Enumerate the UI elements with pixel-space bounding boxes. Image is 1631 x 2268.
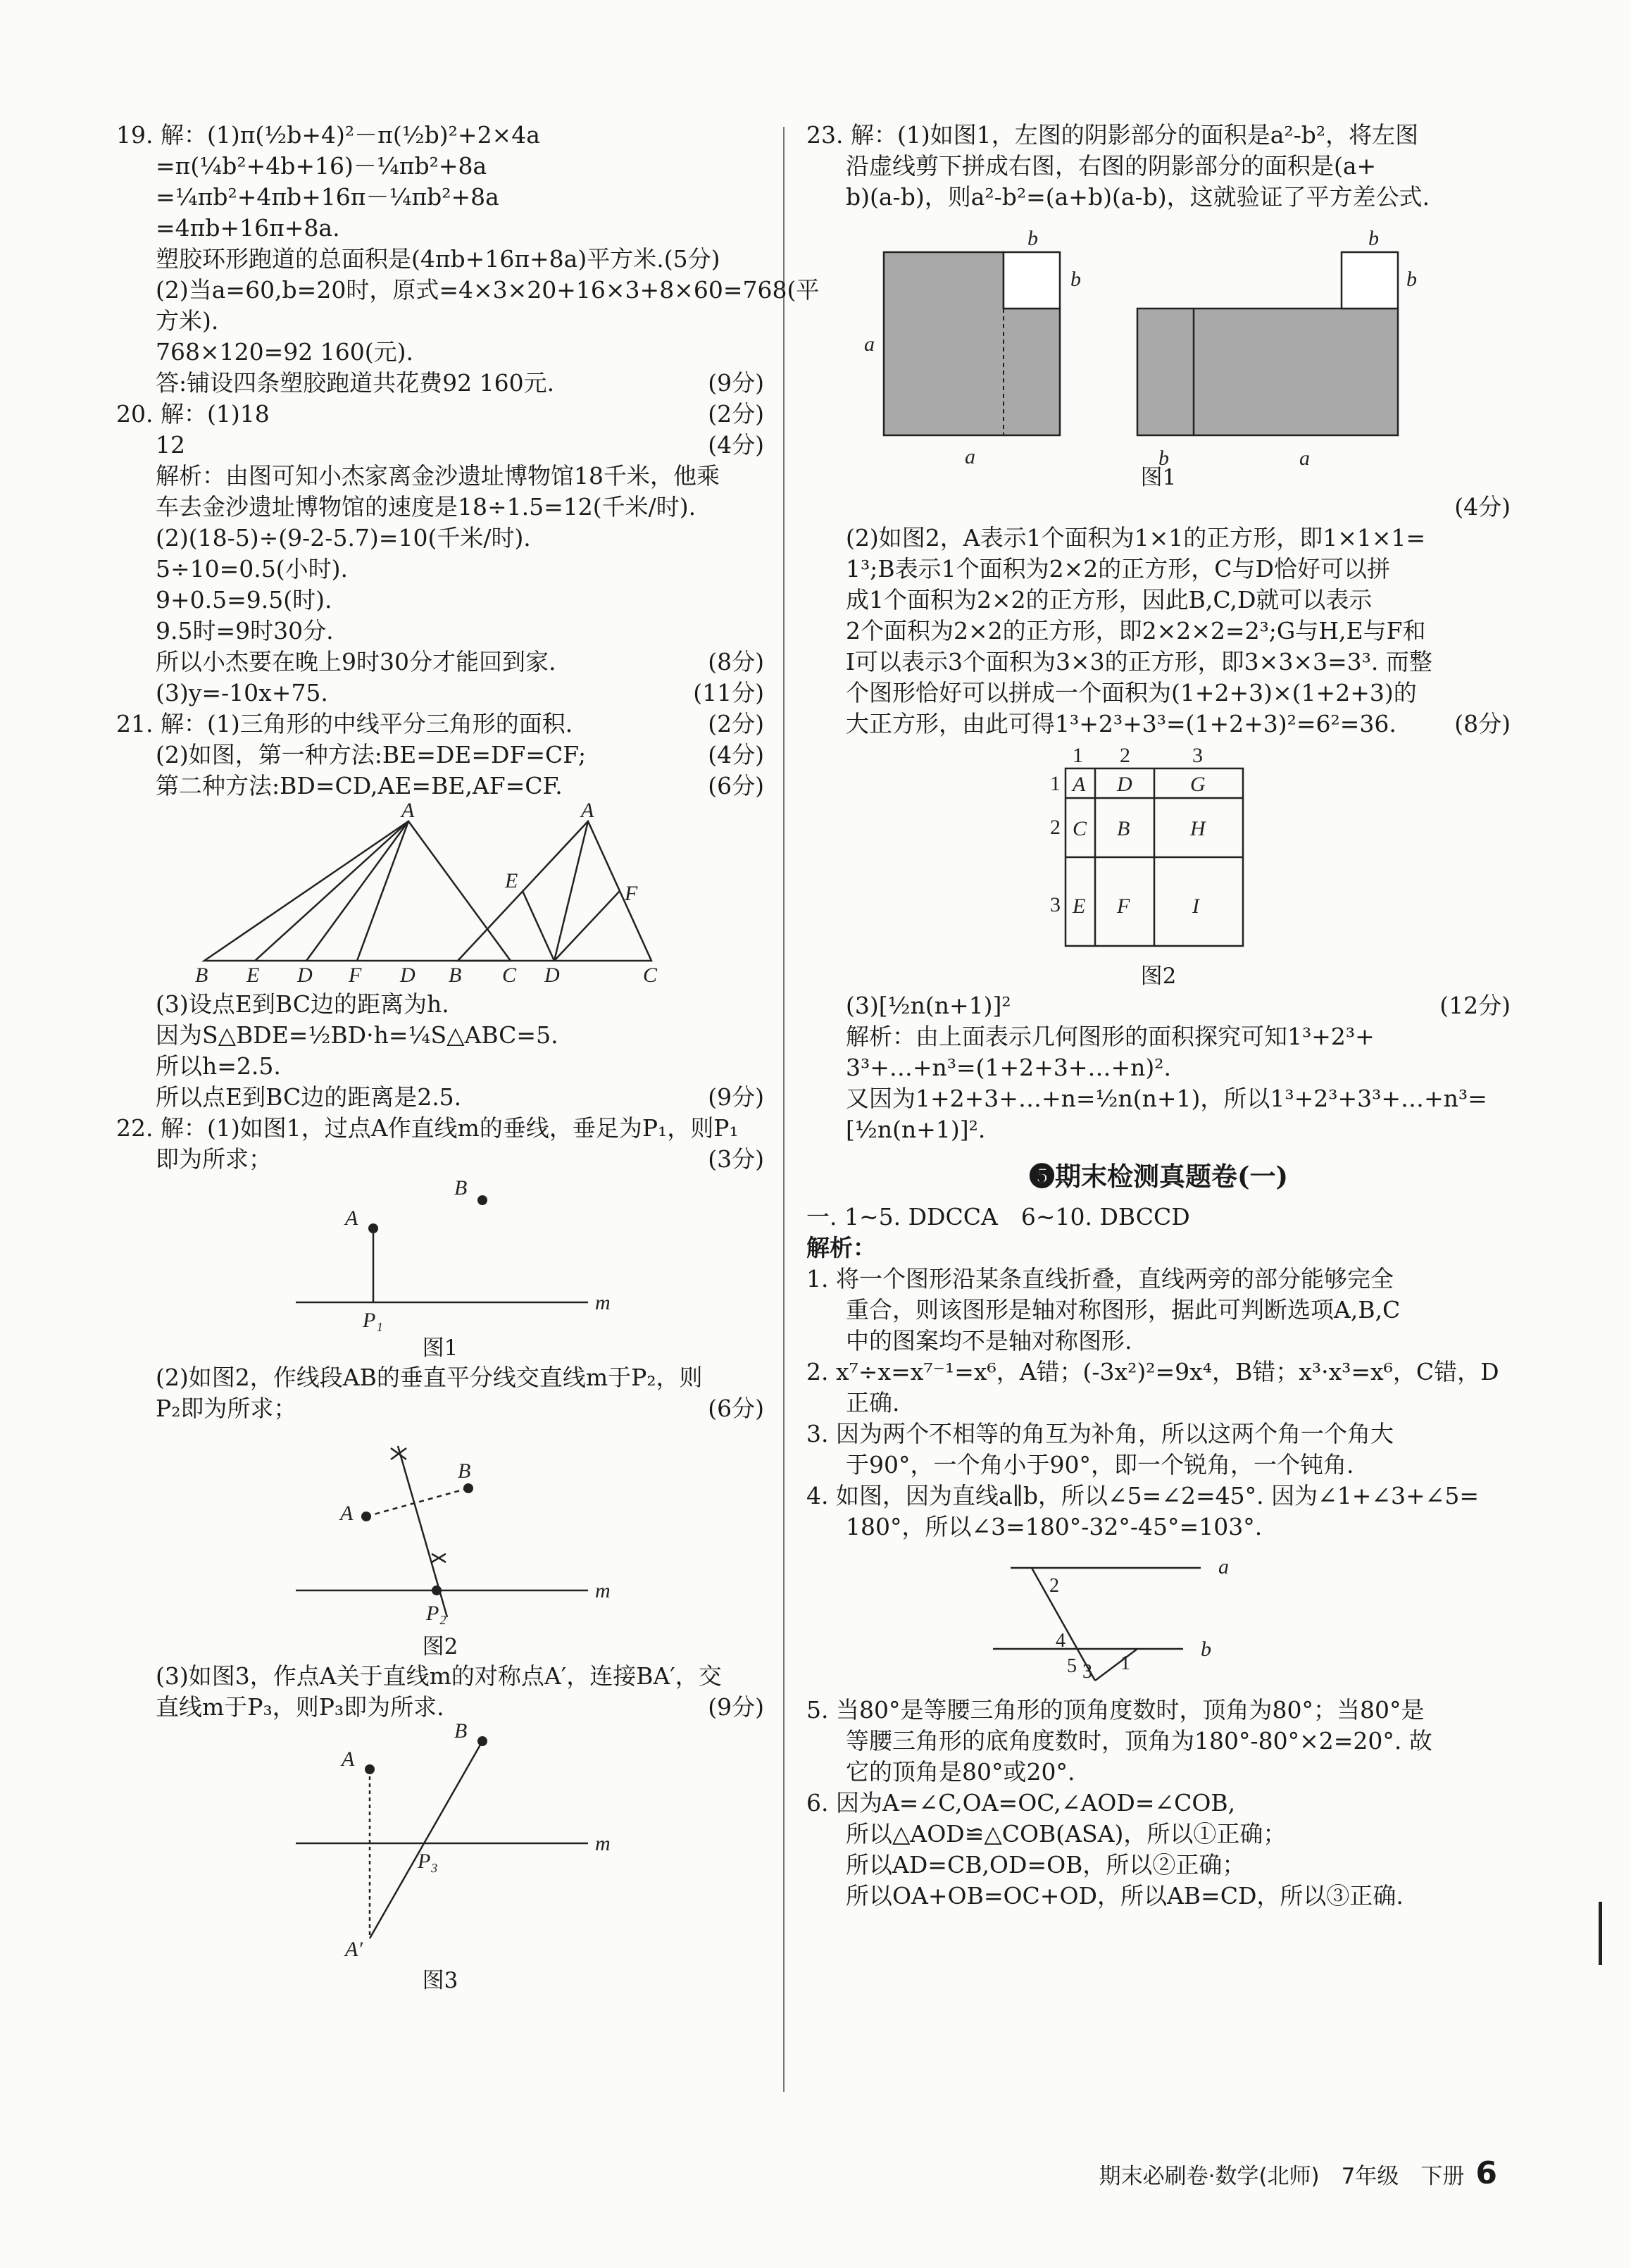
svg-text:C: C [502,964,517,987]
q22-figure-2 [116,1428,764,1628]
grid-col-label: 2 [1120,744,1130,767]
q23-line: I可以表示3个面积为3×3的正方形，即3×3×3=3³. 而整 [846,648,1432,675]
analysis-line: 5. 当80°是等腰三角形的顶角度数时，顶角为80°；当80°是 [806,1696,1425,1724]
q19-answer: 答:铺设四条塑胶跑道共花费92 160元. [156,369,555,397]
svg-text:E: E [246,964,260,987]
q20-line: 12 (4分) [116,430,764,461]
q23-line: 大正方形，由此可得1³+2³+3³=(1+2+3)²=6²=36. (8分) [806,709,1511,740]
svg-text:C: C [643,964,658,987]
q23-line: (3)[½n(n+1)]² (12分) [806,990,1511,1021]
grid-row-label: 1 [1050,772,1061,795]
score: (2分) [708,400,764,428]
svg-text:a: a [1218,1555,1229,1578]
svg-text:2: 2 [1049,1575,1059,1597]
score: (9分) [708,1693,764,1721]
q23-line: 2个面积为2×2的正方形，即2×2×2=2³;G与H,E与F和 [846,617,1426,644]
grid-cell: B [1117,817,1130,840]
svg-text:1: 1 [1120,1652,1130,1674]
q22-line: (3)如图3，作点A关于直线m的对称点A′，连接BA′，交 [156,1662,722,1690]
q21-line: 所以点E到BC边的距离是2.5. (9分) [116,1082,764,1113]
grid-cell: C [1073,817,1087,840]
analysis-line: 中的图案均不是轴对称图形. [846,1327,1132,1354]
q23-block [806,120,1511,1145]
footer-title: 期末必刷卷·数学(北师) 7年级 下册 [1099,2164,1465,2189]
analysis-line: 1. 将一个图形沿某条直线折叠，直线两旁的部分能够完全 [806,1265,1394,1292]
svg-text:5: 5 [1067,1655,1077,1677]
svg-text:P₁: P₁ [363,1309,383,1332]
q21-line: 21. 解：(1)三角形的中线平分三角形的面积. (2分) [116,709,764,740]
grid-col-label: 3 [1192,744,1203,767]
q22-figure-3 [116,1719,764,1962]
q21-line: (3)设点E到BC边的距离为h. [156,990,449,1018]
svg-text:m: m [595,1291,611,1314]
fig3-caption: 图3 [422,1968,458,1993]
svg-text:m: m [595,1832,611,1855]
page-footer [1099,2155,1497,2191]
q19-line: =π(¼b²+4b+16)－¼πb²+8a [156,152,487,180]
grid-cell: G [1190,773,1206,796]
score: (12分) [1439,992,1511,1019]
q22-line: 22. 解：(1)如图1，过点A作直线m的垂线，垂足为P₁，则P₁ [116,1114,739,1142]
grid-cell: A [1073,773,1086,796]
q20-line: 所以小杰要在晚上9时30分才能回到家. (8分) [116,647,764,678]
q20-line: (2)(18-5)÷(9-2-5.7)=10(千米/时). [156,524,531,552]
score: (4分) [708,431,764,459]
analysis-line: 它的顶角是80°或20°. [846,1758,1075,1786]
svg-text:b: b [1406,268,1417,291]
svg-text:b: b [1368,227,1379,250]
q22-line: (2)如图2，作线段AB的垂直平分线交直线m于P₂，则 [156,1364,703,1391]
q22-figure-1 [116,1176,764,1332]
fig1-caption: 图1 [422,1335,458,1361]
analysis-line: 4. 如图，因为直线a∥b，所以∠5=∠2=45°. 因为∠1+∠3+∠5= [806,1482,1479,1509]
q23-figure-1 [806,217,1511,470]
q23-line: 解析：由上面表示几何图形的面积探究可知1³+2³+ [846,1023,1375,1050]
svg-text:A: A [342,1747,355,1771]
svg-text:D: D [297,964,313,987]
svg-text:D: D [544,964,560,987]
q20-block [116,399,764,709]
svg-text:b: b [1070,268,1081,291]
q19-line: =4πb+16π+8a. [156,214,340,242]
q23-fig2-caption: 图2 [1140,964,1177,989]
svg-text:F: F [349,964,362,987]
q23-line: [½n(n+1)]². [846,1116,986,1143]
q19-line: 768×120=92 160(元). [156,338,413,366]
q23-line: 又因为1+2+3+…+n=½n(n+1)，所以1³+2³+3³+…+n³= [846,1085,1487,1112]
svg-text:a: a [1299,447,1310,470]
score: (4分) [708,741,764,768]
q20-line: 车去金沙遗址博物馆的速度是18÷1.5=12(千米/时). [156,493,696,521]
left-column [116,120,820,1995]
q23-fig1-caption: 图1 [1140,465,1177,490]
q22-line: 即为所求； (3分) [116,1144,764,1175]
q23-line: b)(a-b)，则a²-b²=(a+b)(a-b)，这就验证了平方差公式. [846,183,1430,211]
q21-block [116,709,764,1113]
analysis-line: 3. 因为两个不相等的角互为补角，所以这两个角一个角大 [806,1420,1394,1447]
right-column [806,120,1511,1912]
parallel-lines-figure [806,1547,1511,1690]
column-divider [783,127,785,2092]
q23-line: 个图形恰好可以拼成一个面积为(1+2+3)×(1+2+3)的 [846,679,1417,706]
grid-cell: H [1190,817,1206,840]
svg-text:B: B [458,1459,471,1483]
score: (8分) [1454,710,1511,737]
q23-line: (2)如图2，A表示1个面积为1×1的正方形，即1×1×1= [846,524,1426,552]
svg-text:A′: A′ [345,1938,363,1961]
bisector-svg [116,1428,764,1626]
svg-text:D: D [400,964,415,987]
q21-line: 第二种方法:BD=CD,AE=BE,AF=CF. (6分) [116,771,764,802]
q23-line [806,492,1511,523]
q23-figure-2 [806,744,1511,958]
svg-text:b: b [1201,1638,1211,1661]
score: (8分) [708,648,764,675]
analysis-line: 180°，所以∠3=180°-32°-45°=103°. [846,1513,1263,1540]
q20-line: 9.5时=9时30分. [156,617,334,644]
score: (11分) [693,679,764,706]
score: (2分) [708,710,764,737]
q22-line: 直线m于P₃，则P₃即为所求. (9分) [116,1692,764,1723]
analysis-line: 所以△AOD≌△COB(ASA)，所以①正确； [846,1820,1287,1848]
score: (6分) [708,772,764,799]
score: (9分) [708,369,764,397]
svg-text:B: B [454,1176,468,1200]
q19-line: (2)当a=60,b=20时，原式=4×3×20+16×3+8×60=768(平 [156,276,820,304]
svg-text:a: a [864,332,875,356]
svg-text:4: 4 [1056,1630,1066,1652]
q19-line: 19. 解：(1)π(½b+4)²－π(½b)²+2×4a [116,121,540,149]
q19-line [116,368,764,399]
svg-text:E: E [505,869,518,892]
grid-cell: D [1117,773,1132,796]
q21-line: 因为S△BDE=½BD·h=¼S△ABC=5. [156,1021,558,1049]
q19-line: 方米). [156,307,219,335]
analysis-line: 于90°，一个角小于90°，即一个锐角，一个钝角. [846,1451,1354,1478]
q23-line: 沿虚线剪下拼成右图，右图的阴影部分的面积是(a+ [846,152,1377,180]
svg-text:b: b [1027,227,1038,250]
analysis-line: 所以OA+OB=OC+OD，所以AB=CD，所以③正确. [846,1882,1404,1909]
cube-sum-grid-svg [806,744,1511,955]
svg-text:3: 3 [1082,1661,1092,1683]
svg-text:a: a [965,445,975,468]
svg-text:A: A [340,1502,354,1525]
difference-of-squares-svg [806,217,1511,470]
svg-text:b: b [1158,447,1169,470]
svg-text:P₂: P₂ [426,1602,446,1625]
reflection-svg [116,1719,764,1961]
svg-text:m: m [595,1579,611,1602]
analysis-label: 解析： [806,1234,876,1261]
triangles-svg [116,799,764,987]
svg-text:A: A [581,799,594,822]
score: (9分) [708,1083,764,1111]
grid-cell: E [1073,895,1086,918]
svg-text:P₃: P₃ [418,1850,438,1873]
grid-cell: I [1192,895,1199,918]
page-number: 6 [1475,2155,1497,2191]
q20-line: 5÷10=0.5(小时). [156,555,349,582]
q19-line: 塑胶环形跑道的总面积是(4πb+16π+8a)平方米.(5分) [156,245,720,273]
q23-line: 1³;B表示1个面积为2×2的正方形，C与D恰好可以拼 [846,555,1390,582]
analysis-line: 2. x⁷÷x=x⁷⁻¹=x⁶，A错；(-3x²)²=9x⁴，B错；x³·x³=x⁶，C错，D [806,1358,1499,1385]
grid-col-label: 1 [1073,744,1083,767]
q22-line: P₂即为所求； (6分) [116,1393,764,1424]
grid-cell: F [1117,895,1130,918]
grid-row-label: 2 [1050,816,1061,839]
margin-mark [1599,1902,1602,1965]
q20-line: 20. 解：(1)18 (2分) [116,399,764,430]
q21-line: 所以h=2.5. [156,1052,281,1080]
q19-block [116,120,820,399]
q22-block [116,1113,764,1995]
q23-line: 23. 解：(1)如图1，左图的阴影部分的面积是a²-b²，将左图 [806,121,1419,149]
triangle-figures [116,799,764,987]
q20-line: 9+0.5=9.5(时). [156,586,332,613]
score: (6分) [708,1395,764,1422]
score: (3分) [708,1145,764,1173]
q23-line: 成1个面积为2×2的正方形，因此B,C,D就可以表示 [846,586,1373,613]
svg-text:B: B [454,1719,468,1743]
score: (4分) [1454,493,1511,521]
svg-text:F: F [625,882,638,905]
analysis-line: 正确. [846,1389,900,1416]
q19-line: =¼πb²+4πb+16π－¼πb²+8a [156,183,499,211]
svg-text:A: A [401,799,415,822]
q20-line: 解析：由图可知小杰家离金沙遗址博物馆18千米，他乘 [156,462,720,490]
analysis-line: 等腰三角形的底角度数时，顶角为180°-80°×2=20°. 故 [846,1727,1432,1755]
section-title: ❺期末检测真题卷(一) [1028,1161,1288,1192]
q23-line: 3³+…+n³=(1+2+3+…+n)². [846,1054,1171,1081]
answers-line: 一. 1~5. DDCCA 6~10. DBCCD [806,1203,1190,1230]
svg-text:B: B [195,964,208,987]
analysis-line: 所以AD=CB,OD=OB，所以②正确； [846,1851,1246,1878]
q20-line: (3)y=-10x+75. (11分) [116,678,764,709]
parallel-lines-svg [806,1547,1511,1688]
svg-text:B: B [449,964,462,987]
grid-row-label: 3 [1050,893,1061,916]
analysis-line: 重合，则该图形是轴对称图形，据此可判断选项A,B,C [846,1296,1401,1323]
q21-line: (2)如图，第一种方法:BE=DE=DF=CF; (4分) [116,740,764,771]
exam-answers-block [806,1202,1511,1912]
perpendicular-svg [116,1176,764,1332]
svg-text:A: A [345,1207,358,1230]
analysis-line: 6. 因为A=∠C,OA=OC,∠AOD=∠COB, [806,1789,1236,1817]
fig2-caption: 图2 [422,1634,458,1659]
